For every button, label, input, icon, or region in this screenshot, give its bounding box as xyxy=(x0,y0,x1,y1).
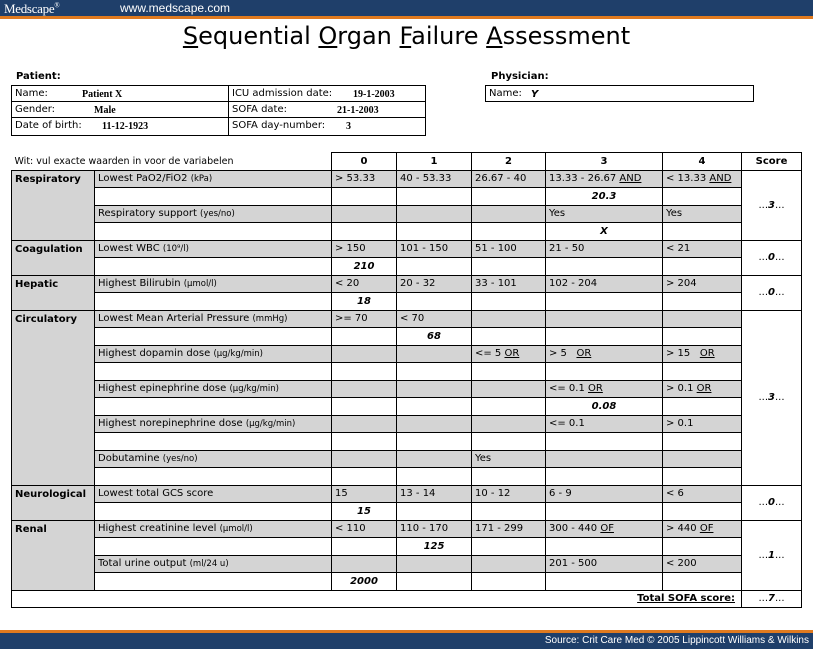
sofa-day-label: SOFA day-number: xyxy=(232,120,326,131)
range-cell: 20 - 32 xyxy=(397,275,472,293)
table-row xyxy=(12,468,802,486)
table-row xyxy=(12,310,802,328)
blank-cell xyxy=(332,555,397,573)
blank-cell xyxy=(472,415,546,433)
blank-cell xyxy=(663,538,742,556)
blank-cell xyxy=(663,310,742,328)
range-cell: 201 - 500 xyxy=(546,555,663,573)
table-row xyxy=(12,363,802,381)
blank-cell xyxy=(663,503,742,521)
physician-row xyxy=(486,86,753,102)
system-circulatory: Circulatory xyxy=(12,310,95,485)
range-cell: >= 70 xyxy=(332,310,397,328)
range-cell: > 5 OR xyxy=(546,345,663,363)
blank-cell xyxy=(663,223,742,241)
instruction-text: Wit: vul exacte waarden in voor de variabelen xyxy=(14,155,234,167)
physician-name-label: Name: xyxy=(489,88,522,99)
range-cell: Yes xyxy=(663,205,742,223)
value-entry[interactable]: 68 xyxy=(397,328,472,346)
blank-cell xyxy=(397,188,472,206)
patient-row-2 xyxy=(12,102,425,118)
blank-cell xyxy=(95,503,332,521)
variable-label: Lowest Mean Arterial Pressure (mmHg) xyxy=(95,310,332,328)
variable-label: Lowest PaO2/FiO2 (kPa) xyxy=(95,170,332,188)
patient-heading: Patient: xyxy=(16,71,61,82)
blank-cell xyxy=(332,328,397,346)
range-cell: Yes xyxy=(546,205,663,223)
patient-row-1 xyxy=(12,86,425,102)
blank-cell xyxy=(95,398,332,416)
range-cell: 15 xyxy=(332,485,397,503)
blank-cell xyxy=(472,293,546,311)
blank-cell xyxy=(472,188,546,206)
range-cell: < 6 xyxy=(663,485,742,503)
variable-label: Respiratory support (yes/no) xyxy=(95,205,332,223)
blank-cell xyxy=(546,328,663,346)
blank-cell xyxy=(663,573,742,591)
range-cell: 101 - 150 xyxy=(397,240,472,258)
blank-cell xyxy=(472,363,546,381)
blank-cell xyxy=(332,538,397,556)
score-hepatic: ...0... xyxy=(742,275,802,310)
blank-cell xyxy=(332,468,397,486)
physician-heading: Physician: xyxy=(491,71,549,82)
variable-label: Highest Bilirubin (µmol/l) xyxy=(95,275,332,293)
blank-cell xyxy=(397,573,472,591)
blank-cell xyxy=(472,310,546,328)
range-cell: <= 0.1 xyxy=(546,415,663,433)
col-header-4: 4 xyxy=(663,153,742,171)
blank-cell xyxy=(472,223,546,241)
table-row xyxy=(12,293,802,311)
table-row xyxy=(12,275,802,293)
blank-cell xyxy=(397,293,472,311)
system-neurological: Neurological xyxy=(12,485,95,520)
name-value: Patient X xyxy=(82,89,123,100)
range-cell: < 13.33 AND xyxy=(663,170,742,188)
range-cell: > 53.33 xyxy=(332,170,397,188)
blank-cell xyxy=(95,433,332,451)
blank-cell xyxy=(397,363,472,381)
range-cell: > 0.1 xyxy=(663,415,742,433)
total-score: ...7... xyxy=(742,590,802,608)
patient-row-3 xyxy=(12,118,425,134)
value-entry[interactable]: X xyxy=(546,223,663,241)
value-entry[interactable]: 125 xyxy=(397,538,472,556)
blank-cell xyxy=(332,363,397,381)
score-respiratory: ...3... xyxy=(742,170,802,240)
icu-date-label: ICU admission date: xyxy=(232,88,333,99)
system-respiratory: Respiratory xyxy=(12,170,95,240)
variable-label: Highest epinephrine dose (µg/kg/min) xyxy=(95,380,332,398)
blank-cell xyxy=(472,380,546,398)
system-renal: Renal xyxy=(12,520,95,590)
score-header: Score xyxy=(742,153,802,171)
range-cell: > 150 xyxy=(332,240,397,258)
blank-cell xyxy=(546,363,663,381)
blank-cell xyxy=(332,205,397,223)
blank-cell xyxy=(472,555,546,573)
table-row xyxy=(12,170,802,188)
gender-label: Gender: xyxy=(15,104,56,115)
bottom-banner xyxy=(0,633,813,649)
range-cell: > 440 OF xyxy=(663,520,742,538)
table-row xyxy=(12,398,802,416)
system-coagulation: Coagulation xyxy=(12,240,95,275)
range-cell: 33 - 101 xyxy=(472,275,546,293)
blank-cell xyxy=(332,415,397,433)
range-cell: < 70 xyxy=(397,310,472,328)
blank-cell xyxy=(397,398,472,416)
range-cell: < 200 xyxy=(663,555,742,573)
score-coagulation: ...0... xyxy=(742,240,802,275)
site-url-link[interactable]: www.medscape.com xyxy=(120,1,231,15)
range-cell: 13 - 14 xyxy=(397,485,472,503)
blank-cell xyxy=(95,293,332,311)
blank-cell xyxy=(472,538,546,556)
patient-info-box xyxy=(11,85,426,136)
blank-cell xyxy=(397,503,472,521)
blank-cell xyxy=(663,188,742,206)
blank-cell xyxy=(663,398,742,416)
sofa-date-label: SOFA date: xyxy=(232,104,287,115)
blank-cell xyxy=(663,328,742,346)
table-row xyxy=(12,450,802,468)
blank-cell xyxy=(95,468,332,486)
blank-cell xyxy=(472,328,546,346)
variable-label: Highest creatinine level (µmol/l) xyxy=(95,520,332,538)
range-cell: > 0.1 OR xyxy=(663,380,742,398)
table-row xyxy=(12,538,802,556)
range-cell: 51 - 100 xyxy=(472,240,546,258)
table-row xyxy=(12,573,802,591)
score-neurological: ...0... xyxy=(742,485,802,520)
range-cell: 6 - 9 xyxy=(546,485,663,503)
col-header-1: 1 xyxy=(397,153,472,171)
range-cell: > 15 OR xyxy=(663,345,742,363)
value-entry[interactable]: 0.08 xyxy=(546,398,663,416)
blank-cell xyxy=(397,450,472,468)
range-cell: < 20 xyxy=(332,275,397,293)
blank-cell xyxy=(397,223,472,241)
blank-cell xyxy=(546,258,663,276)
blank-cell xyxy=(472,205,546,223)
dob-value: 11-12-1923 xyxy=(102,121,149,132)
total-label: Total SOFA score: xyxy=(12,590,742,608)
source-credit: Source: Crit Care Med © 2005 Lippincott Williams & Wilkins xyxy=(544,635,809,646)
table-row xyxy=(12,520,802,538)
table-row xyxy=(12,485,802,503)
table-row xyxy=(12,188,802,206)
blank-cell xyxy=(332,398,397,416)
name-label: Name: xyxy=(15,88,48,99)
blank-cell xyxy=(472,398,546,416)
value-entry[interactable]: 18 xyxy=(332,293,397,311)
range-cell: 26.67 - 40 xyxy=(472,170,546,188)
blank-cell xyxy=(546,503,663,521)
dob-label: Date of birth: xyxy=(15,120,82,131)
blank-cell xyxy=(332,433,397,451)
top-banner xyxy=(0,0,813,16)
blank-cell xyxy=(546,573,663,591)
range-cell: <= 5 OR xyxy=(472,345,546,363)
table-row xyxy=(12,380,802,398)
table-row xyxy=(12,503,802,521)
blank-cell xyxy=(332,380,397,398)
blank-cell xyxy=(95,363,332,381)
blank-cell xyxy=(95,188,332,206)
page-title: Sequential Organ Failure Assessment xyxy=(182,22,631,50)
range-cell: 40 - 53.33 xyxy=(397,170,472,188)
range-cell: Yes xyxy=(472,450,546,468)
table-row xyxy=(12,345,802,363)
table-header-row xyxy=(12,153,802,171)
blank-cell xyxy=(95,573,332,591)
sofa-date-value: 21-1-2003 xyxy=(337,105,379,116)
total-row xyxy=(12,590,802,608)
table-row xyxy=(12,205,802,223)
blank-cell xyxy=(397,433,472,451)
table-row xyxy=(12,555,802,573)
range-cell: < 110 xyxy=(332,520,397,538)
table-row xyxy=(12,240,802,258)
table-row xyxy=(12,223,802,241)
variable-label: Dobutamine (yes/no) xyxy=(95,450,332,468)
value-entry[interactable]: 210 xyxy=(332,258,397,276)
blank-cell xyxy=(397,258,472,276)
variable-label: Total urine output (ml/24 u) xyxy=(95,555,332,573)
blank-cell xyxy=(663,450,742,468)
sofa-table xyxy=(11,152,802,608)
variable-label: Highest dopamin dose (µg/kg/min) xyxy=(95,345,332,363)
physician-name-value: Y xyxy=(531,89,539,100)
sofa-day-value: 3 xyxy=(346,121,351,132)
blank-cell xyxy=(332,188,397,206)
blank-cell xyxy=(95,538,332,556)
blank-cell xyxy=(332,450,397,468)
blank-cell xyxy=(546,468,663,486)
icu-date-value: 19-1-2003 xyxy=(353,89,395,100)
blank-cell xyxy=(397,555,472,573)
range-cell: > 204 xyxy=(663,275,742,293)
blank-cell xyxy=(472,258,546,276)
score-renal: ...1... xyxy=(742,520,802,590)
range-cell: 21 - 50 xyxy=(546,240,663,258)
blank-cell xyxy=(546,538,663,556)
blank-cell xyxy=(397,205,472,223)
range-cell: 13.33 - 26.67 AND xyxy=(546,170,663,188)
range-cell: < 21 xyxy=(663,240,742,258)
value-entry[interactable]: 15 xyxy=(332,503,397,521)
range-cell: 300 - 440 OF xyxy=(546,520,663,538)
physician-info-box xyxy=(485,85,754,102)
range-cell: 171 - 299 xyxy=(472,520,546,538)
blank-cell xyxy=(95,328,332,346)
blank-cell xyxy=(95,223,332,241)
blank-cell xyxy=(472,503,546,521)
blank-cell xyxy=(332,345,397,363)
system-hepatic: Hepatic xyxy=(12,275,95,310)
blank-cell xyxy=(546,293,663,311)
blank-cell xyxy=(332,223,397,241)
score-circulatory: ...3... xyxy=(742,310,802,485)
table-row xyxy=(12,433,802,451)
variable-label: Lowest total GCS score xyxy=(95,485,332,503)
range-cell: 110 - 170 xyxy=(397,520,472,538)
variable-label: Highest norepinephrine dose (µg/kg/min) xyxy=(95,415,332,433)
blank-cell xyxy=(663,468,742,486)
blank-cell xyxy=(546,450,663,468)
blank-cell xyxy=(472,468,546,486)
range-cell: <= 0.1 OR xyxy=(546,380,663,398)
blank-cell xyxy=(397,415,472,433)
blank-cell xyxy=(472,433,546,451)
blank-cell xyxy=(397,345,472,363)
blank-cell xyxy=(546,310,663,328)
blank-cell xyxy=(472,573,546,591)
col-header-0: 0 xyxy=(332,153,397,171)
gender-value: Male xyxy=(94,105,116,116)
col-header-3: 3 xyxy=(546,153,663,171)
range-cell: 10 - 12 xyxy=(472,485,546,503)
blank-cell xyxy=(663,293,742,311)
blank-cell xyxy=(663,363,742,381)
col-header-2: 2 xyxy=(472,153,546,171)
variable-label: Lowest WBC (10⁹/l) xyxy=(95,240,332,258)
table-row xyxy=(12,258,802,276)
table-row xyxy=(12,328,802,346)
blank-cell xyxy=(95,258,332,276)
top-stripe xyxy=(0,16,813,19)
range-cell: 102 - 204 xyxy=(546,275,663,293)
table-row xyxy=(12,415,802,433)
blank-cell xyxy=(663,258,742,276)
blank-cell xyxy=(397,468,472,486)
blank-cell xyxy=(546,433,663,451)
value-entry[interactable]: 2000 xyxy=(332,573,397,591)
value-entry[interactable]: 20.3 xyxy=(546,188,663,206)
medscape-logo: Medscape® xyxy=(4,1,60,16)
blank-cell xyxy=(663,433,742,451)
blank-cell xyxy=(397,380,472,398)
